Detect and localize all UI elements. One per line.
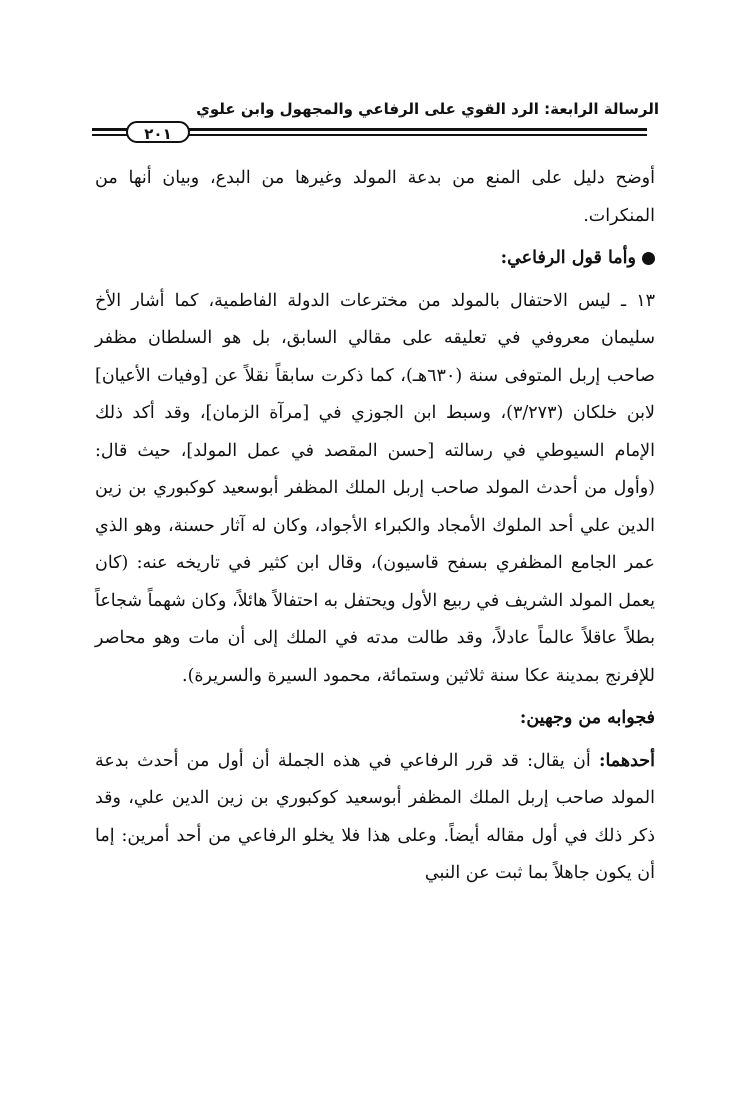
paragraph: ١٣ ـ ليس الاحتفال بالمولد من مخترعات الدولة الفاطمية، كما أشار الأخ سليمان معروفي في تعليقه على مقالي السابق، بل هو السلطان مظفر صاحب إربل المتوفى سنة (٦٣٠هـ)، كما ذكرت سابقاً نقلاً عن [وفيات الأعيان] لابن خلكان (٣/٢٧٣)، وسبط ابن الجوزي في [مرآة الزمان]، وقد أكد ذلك الإمام السيوطي في رسالته [حسن المقصد في عمل المولد]، حيث قال: (وأول من أحدث المولد صاحب إربل الملك المظفر أبوسعيد كوكبوري بن زين الدين علي أحد الملوك الأمجاد والكبراء الأجواد، وكان له آثار حسنة، وهو الذي عمر الجامع المظفري بسفح قاسيون)، وقال ابن كثير في تاريخه عنه: (كان يعمل المولد الشريف في ربيع الأول ويحتفل به احتفالاً هائلاً، وكان شهماً شجاعاً بطلاً عاقلاً عالماً عادلاً، وقد طالت مدته في الملك إلى أن مات وهو محاصر للإفرنج بمدينة عكا سنة ثلاثين وستمائة، محمود السيرة والسريرة). <box>95 290 656 686</box>
section-heading-text: وأما قول الرفاعي: <box>500 248 636 268</box>
running-title: الرسالة الرابعة: الرد القوي على الرفاعي والمجهول وابن علوي <box>196 100 659 118</box>
paragraph-text: أن يقال: قد قرر الرفاعي في هذه الجملة أن أول من أحدث بدعة المولد صاحب إربل الملك المظفر أبوسعيد كوكبوري بن زين الدين علي، وقد ذكر ذلك في أول مقاله أيضاً. وعلى هذا فلا يخلو الرفاعي من أحد أمرين: إما أن يكون جاهلاً بما ثبت عن النبي <box>95 750 655 883</box>
body-text <box>95 160 655 893</box>
paragraph: أوضح دليل على المنع من بدعة المولد وغيرها من البدع، وبيان أنها من المنكرات. <box>95 168 655 226</box>
paragraph <box>95 743 655 893</box>
bullet-icon <box>642 252 655 265</box>
paragraph-lead: أحدهما: <box>598 750 655 771</box>
section-heading: فجوابه من وجهين: <box>519 708 655 728</box>
section-heading <box>95 240 655 278</box>
page-number: ٢٠١ <box>126 121 190 143</box>
